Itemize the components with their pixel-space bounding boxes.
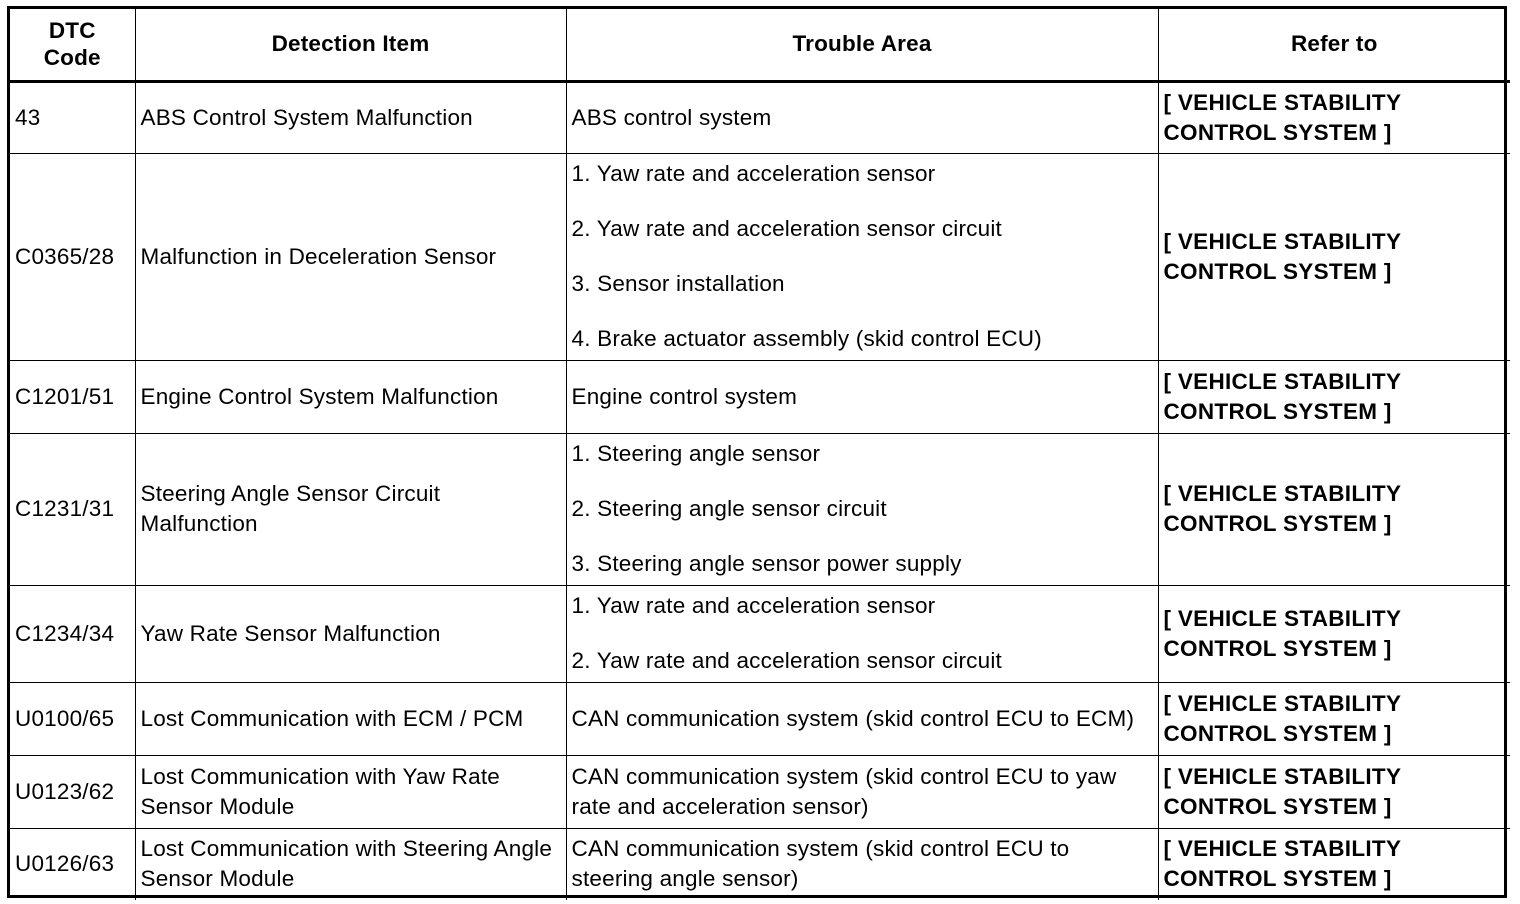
trouble-area-cell xyxy=(566,828,1158,900)
dtc-code-cell: U0123/62 xyxy=(10,755,135,828)
detection-item-cell: Steering Angle Sensor Circuit Malfunction xyxy=(135,433,566,585)
trouble-area-item: 1. Yaw rate and acceleration sensor xyxy=(571,593,936,618)
table-body xyxy=(10,81,1510,900)
trouble-area-cell xyxy=(566,755,1158,828)
trouble-area-item: 2. Steering angle sensor circuit xyxy=(571,496,887,521)
table-row xyxy=(10,360,1510,433)
trouble-area-cell xyxy=(566,585,1158,682)
refer-to-cell: [ VEHICLE STABILITY CONTROL SYSTEM ] xyxy=(1158,433,1510,585)
refer-to-cell: [ VEHICLE STABILITY CONTROL SYSTEM ] xyxy=(1158,682,1510,755)
refer-to-cell: [ VEHICLE STABILITY CONTROL SYSTEM ] xyxy=(1158,81,1510,153)
dtc-code-cell: U0100/65 xyxy=(10,682,135,755)
dtc-code-cell: U0126/63 xyxy=(10,828,135,900)
detection-item-cell: Yaw Rate Sensor Malfunction xyxy=(135,585,566,682)
trouble-area-item: CAN communication system (skid control ECU to yaw rate and acceleration sensor) xyxy=(571,763,1117,819)
trouble-area-item: ABS control system xyxy=(571,104,772,130)
header-refer-to: Refer to xyxy=(1158,9,1510,81)
table-header xyxy=(10,9,1510,81)
trouble-area-item: Engine control system xyxy=(571,383,798,409)
trouble-area-cell xyxy=(566,433,1158,585)
dtc-table-frame xyxy=(7,6,1507,898)
trouble-area-item: 3. Steering angle sensor power supply xyxy=(571,551,962,576)
trouble-area-item: 2. Yaw rate and acceleration sensor circuit xyxy=(571,648,1002,673)
trouble-area-item: CAN communication system (skid control ECU to ECM) xyxy=(571,705,1135,731)
dtc-code-cell: C0365/28 xyxy=(10,153,135,360)
trouble-area-cell xyxy=(566,360,1158,433)
dtc-code-cell: 43 xyxy=(10,81,135,153)
table-row xyxy=(10,755,1510,828)
table-row xyxy=(10,433,1510,585)
detection-item-cell: Malfunction in Deceleration Sensor xyxy=(135,153,566,360)
trouble-area-cell xyxy=(566,153,1158,360)
dtc-code-cell: C1234/34 xyxy=(10,585,135,682)
detection-item-cell: Lost Communication with Steering Angle Sensor Module xyxy=(135,828,566,900)
trouble-area-item: 1. Steering angle sensor xyxy=(571,441,821,466)
trouble-area-item: 2. Yaw rate and acceleration sensor circuit xyxy=(571,216,1002,241)
header-dtc-code-line2: Code xyxy=(43,45,101,71)
table-row xyxy=(10,585,1510,682)
table-row xyxy=(10,682,1510,755)
detection-item-cell: Lost Communication with Yaw Rate Sensor Module xyxy=(135,755,566,828)
refer-to-cell: [ VEHICLE STABILITY CONTROL SYSTEM ] xyxy=(1158,755,1510,828)
detection-item-cell: Engine Control System Malfunction xyxy=(135,360,566,433)
dtc-code-cell: C1201/51 xyxy=(10,360,135,433)
trouble-area-item: 3. Sensor installation xyxy=(571,271,785,296)
table-row xyxy=(10,153,1510,360)
trouble-area-item: CAN communication system (skid control ECU to steering angle sensor) xyxy=(571,836,1070,892)
detection-item-cell: ABS Control System Malfunction xyxy=(135,81,566,153)
refer-to-cell: [ VEHICLE STABILITY CONTROL SYSTEM ] xyxy=(1158,153,1510,360)
dtc-code-cell: C1231/31 xyxy=(10,433,135,585)
refer-to-cell: [ VEHICLE STABILITY CONTROL SYSTEM ] xyxy=(1158,585,1510,682)
trouble-area-cell xyxy=(566,682,1158,755)
header-dtc-code-line1: DTC xyxy=(48,18,96,44)
refer-to-cell: [ VEHICLE STABILITY CONTROL SYSTEM ] xyxy=(1158,360,1510,433)
table-row xyxy=(10,81,1510,153)
header-dtc-code xyxy=(10,9,135,81)
detection-item-cell: Lost Communication with ECM / PCM xyxy=(135,682,566,755)
header-detection-item: Detection Item xyxy=(135,9,566,81)
dtc-table xyxy=(10,9,1510,900)
trouble-area-cell xyxy=(566,81,1158,153)
header-row xyxy=(10,9,1510,81)
table-row xyxy=(10,828,1510,900)
header-trouble-area: Trouble Area xyxy=(566,9,1158,81)
refer-to-cell: [ VEHICLE STABILITY CONTROL SYSTEM ] xyxy=(1158,828,1510,900)
trouble-area-item: 4. Brake actuator assembly (skid control ECU) xyxy=(571,326,1042,351)
trouble-area-item: 1. Yaw rate and acceleration sensor xyxy=(571,161,936,186)
